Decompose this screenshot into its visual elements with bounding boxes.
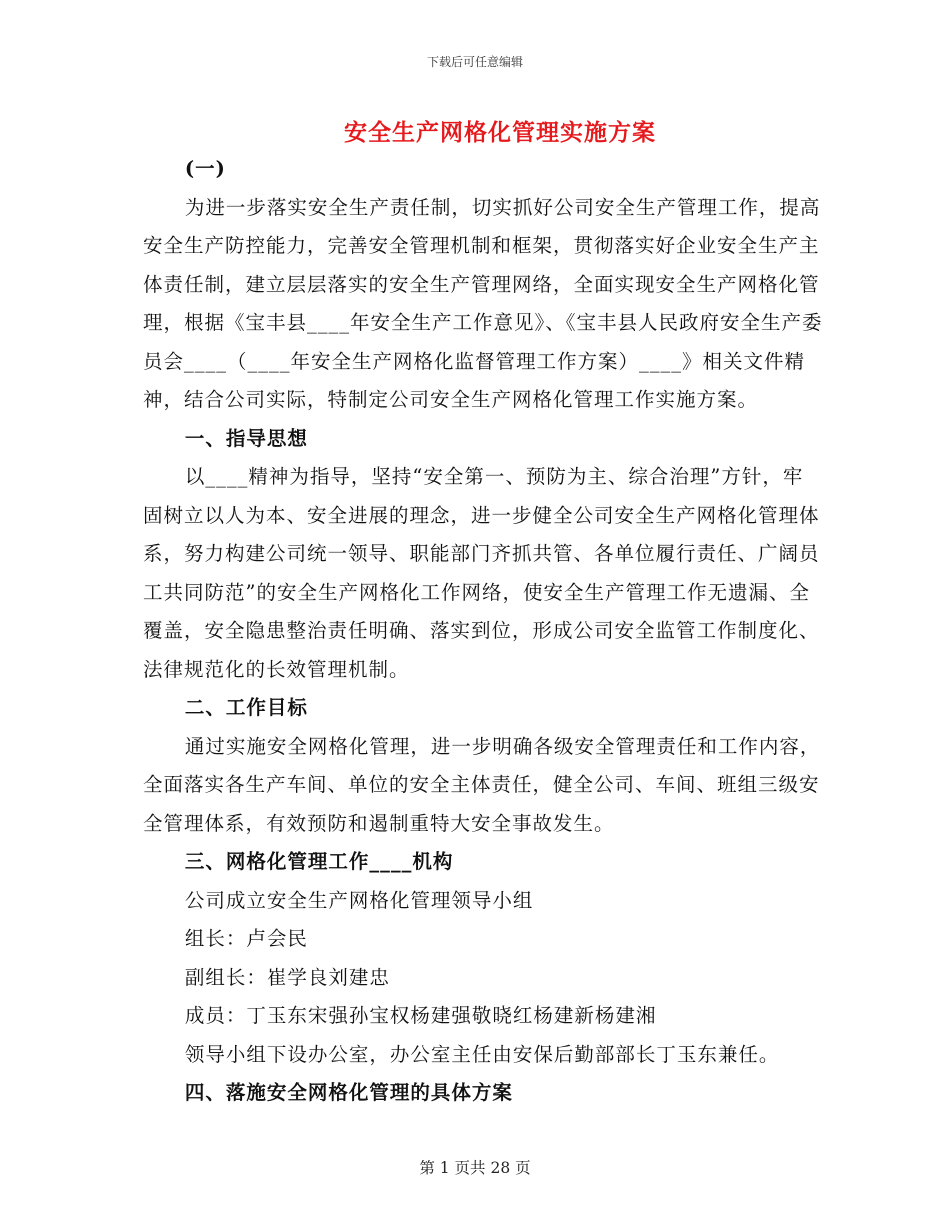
org-line-office: 领导小组下设办公室，办公室主任由安保后勤部部长丁玉东兼任。 <box>184 1042 780 1066</box>
org-line-group: 公司成立安全生产网格化管理领导小组 <box>184 888 534 912</box>
header-note: 下载后可任意编辑 <box>426 55 523 69</box>
body-paragraph-goals: 通过实施安全网格化管理，进一步明确各级安全管理责任和工作内容，全面落实各生产车间、单位的安全主体责任，健全公司、车间、班组三级安全管理体系，有效预防和遏制重特大安全事故发生。 <box>143 734 821 835</box>
body-paragraph-intro: 为进一步落实安全生产责任制，切实抓好公司安全生产管理工作，提高安全生产防控能力，完善安全管理机制和框架，贯彻落实好企业安全生产主体责任制，建立层层落实的安全生产管理网络，全面实现安全生产网格化管理，根据《宝丰县____年安全生产工作意见》、《宝丰县人民政府安全生产委员会____（____年安全生产网格化监督管理工作方案）____》相关文件精神，结合公司实际，特制定公司安全生产网格化管理工作实施方案。 <box>143 195 823 411</box>
document-body <box>143 150 823 1113</box>
section-heading-organization: 三、网格化管理工作____机构 <box>184 850 454 873</box>
section-heading-plan: 四、落施安全网格化管理的具体方案 <box>184 1081 513 1104</box>
body-paragraph-guiding: 以____精神为指导，坚持“安全第一、预防为主、综合治理”方针，牢固树立以人为本、安全进展的理念，进一步健全公司安全生产网格化管理体系，努力构建公司统一领导、职能部门齐抓共管、各单位履行责任、广阔员工共同防范”的安全生产网格化工作网络，使安全生产管理工作无遗漏、全覆盖，安全隐患整治责任明确、落实到位，形成公司安全监管工作制度化、法律规范化的长效管理机制。 <box>143 465 820 681</box>
section-heading-guiding: 一、指导思想 <box>184 426 308 450</box>
document-title: 安全生产网格化管理实施方案 <box>344 119 656 146</box>
org-line-members: 成员：丁玉东宋强孙宝权杨建强敬晓红杨建新杨建湘 <box>184 1004 657 1027</box>
org-line-deputy: 副组长：崔学良刘建忠 <box>184 965 390 989</box>
section-heading-1: (一) <box>184 157 226 180</box>
page-footer: 第 1 页共 28 页 <box>419 1159 531 1177</box>
section-heading-goals: 二、工作目标 <box>184 696 308 719</box>
org-line-leader: 组长：卢会民 <box>184 927 308 950</box>
